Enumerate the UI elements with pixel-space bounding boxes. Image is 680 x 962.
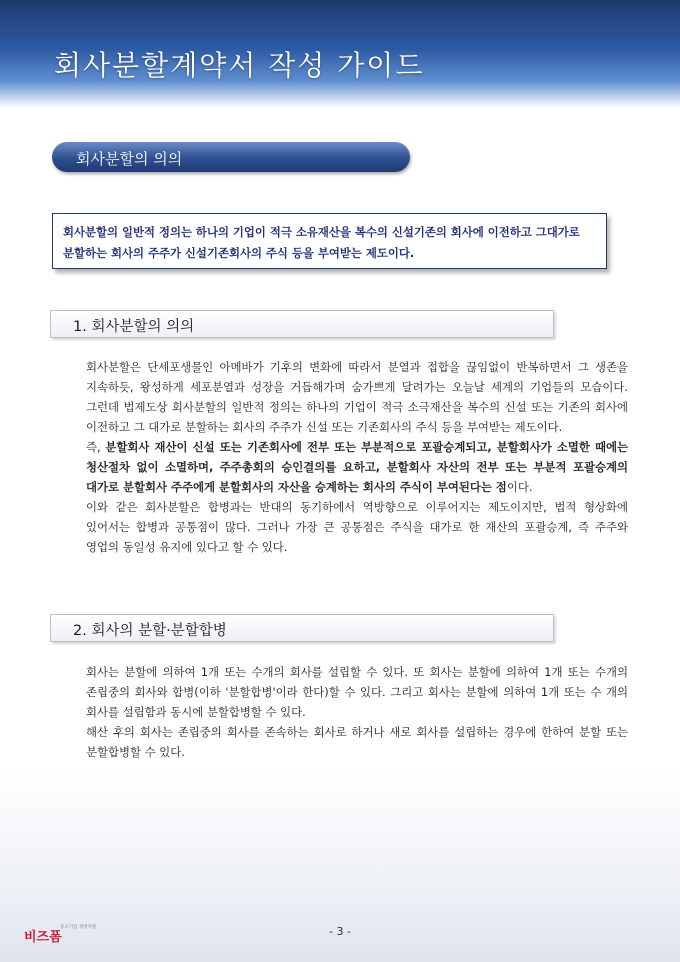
section1-header (50, 310, 554, 338)
section1-paragraph-2-tail: 이다. (506, 480, 533, 494)
section1-body (86, 357, 628, 557)
section2-header (50, 614, 554, 642)
section-pill-label: 회사분할의 의의 (76, 150, 183, 168)
header-banner (0, 0, 680, 108)
section2-heading: 2. 회사의 분할·분할합병 (73, 623, 227, 639)
section-pill (52, 142, 410, 172)
section1-heading: 1. 회사분할의 의의 (73, 319, 195, 335)
bizforms-logo: 비즈폼 (24, 930, 62, 945)
section1-paragraph-2 (86, 437, 628, 497)
page-number: - 3 - (329, 925, 351, 938)
section1-paragraph-2-lead: 즉, (86, 440, 106, 454)
logo-tagline: 중소기업 경영지원 (60, 925, 97, 930)
section2-paragraph-1: 회사는 분할에 의하여 1개 또는 수개의 회사를 설립할 수 있다. 또 회사는 분할에 의하여 1개 또는 수개의 존립중의 회사와 합병(이하 '분할합병'이라 한다)할 수 있다. 그리고 회사는 분할에 의하여 1개 또는 수 개의 회사를 설립함과 동시에 분할합병할 수 있다. (86, 665, 628, 719)
summary-box (52, 213, 607, 269)
summary-text: 회사분할의 일반적 정의는 하나의 기업이 적극 소유재산을 복수의 신설기존의 회사에 이전하고 그대가로 분할하는 회사의 주주가 신설기존회사의 주식 등을 부여받는 제도이다. (63, 225, 580, 260)
section2-paragraph-2: 해산 후의 회사는 존립중의 회사를 존속하는 회사로 하거나 새로 회사를 설립하는 경우에 한하여 분할 또는 분할합병할 수 있다. (86, 725, 628, 759)
section2-body (86, 662, 628, 762)
section1-paragraph-1: 회사분할은 단세포생물인 아메바가 기후의 변화에 따라서 분열과 접합을 끊임없이 반복하면서 그 생존을 지속하듯, 왕성하게 세포분열과 성장을 거듭해가며 숨가쁘게 달려가는 오늘날 세계의 기업들의 모습이다. 그런데 법제도상 회사분할의 일반적 정의는 하나의 기업이 적극 소극재산을 복수의 신설 또는 기존의 회사에 이전하고 그 대가로 분할하는 회사의 주주가 신설 또는 기존회사의 주식 등을 부여받는 제도이다. (86, 360, 628, 434)
document-title: 회사분할계약서 작성 가이드 (54, 49, 425, 82)
section1-paragraph-3: 이와 같은 회사분할은 합병과는 반대의 동기하에서 역방향으로 이루어지는 제도이지만, 법적 형상화에 있어서는 합병과 공통점이 많다. 그러나 가장 큰 공통점은 주식을 대가로 한 재산의 포괄승계, 즉 주주와 영업의 동일성 유지에 있다고 할 수 있다. (86, 500, 628, 554)
section1-paragraph-2-emphasis: 분할회사 재산이 신설 또는 기존회사에 전부 또는 부분적으로 포괄승계되고, 분할회사가 소멸한 때에는 청산절차 없이 소멸하며, 주주총회의 승인결의를 요하고, 분할회사 자산의 전부 또는 부분적 포괄승계의 대가로 분할회사 주주에게 분할회사의 자산을 승계하는 회사의 주식이 부여된다는 점 (86, 440, 629, 494)
